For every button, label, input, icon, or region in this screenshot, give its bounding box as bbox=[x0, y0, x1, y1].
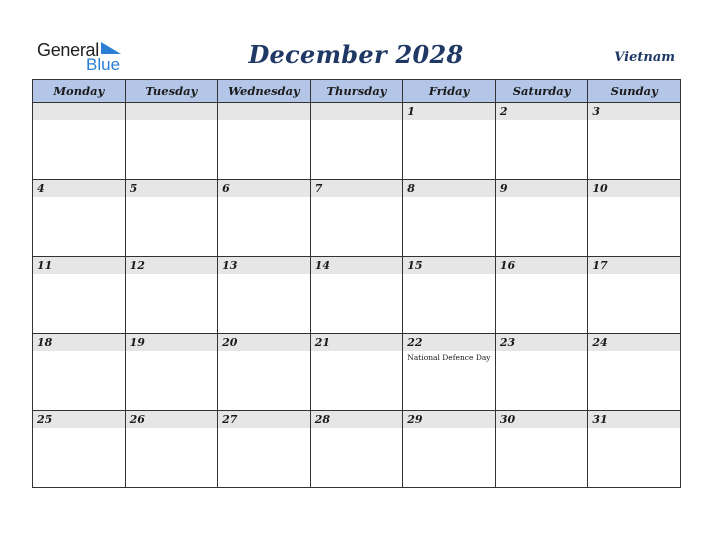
day-number: 28 bbox=[311, 411, 403, 428]
day-number: 6 bbox=[218, 180, 310, 197]
day-number: 26 bbox=[126, 411, 218, 428]
day-number: 3 bbox=[588, 103, 680, 120]
day-cell[interactable] bbox=[125, 411, 218, 488]
week-row bbox=[33, 180, 681, 257]
day-number: 8 bbox=[403, 180, 495, 197]
country-label: Vietnam bbox=[614, 50, 675, 65]
day-cell[interactable] bbox=[33, 103, 126, 180]
logo-text-blue: Blue bbox=[86, 55, 121, 74]
day-cell[interactable] bbox=[588, 334, 681, 411]
day-number: 22 bbox=[403, 334, 495, 351]
day-cell[interactable] bbox=[125, 334, 218, 411]
day-number: 15 bbox=[403, 257, 495, 274]
day-cell[interactable] bbox=[310, 180, 403, 257]
day-number bbox=[218, 103, 310, 120]
day-cell[interactable] bbox=[218, 411, 311, 488]
day-number: 31 bbox=[588, 411, 680, 428]
day-number: 27 bbox=[218, 411, 310, 428]
week-row bbox=[33, 103, 681, 180]
weekday-header: Tuesday bbox=[125, 80, 218, 103]
day-cell[interactable] bbox=[33, 334, 126, 411]
day-cell[interactable] bbox=[495, 180, 588, 257]
day-cell[interactable] bbox=[33, 411, 126, 488]
day-cell[interactable] bbox=[310, 334, 403, 411]
day-cell[interactable] bbox=[403, 103, 496, 180]
day-cell[interactable] bbox=[310, 257, 403, 334]
day-number: 20 bbox=[218, 334, 310, 351]
logo-text-general: General bbox=[37, 40, 99, 60]
weekday-header: Wednesday bbox=[218, 80, 311, 103]
day-cell[interactable] bbox=[33, 257, 126, 334]
weekday-header: Saturday bbox=[495, 80, 588, 103]
weekday-header: Thursday bbox=[310, 80, 403, 103]
week-row bbox=[33, 411, 681, 488]
calendar-title: December 2028 bbox=[248, 40, 464, 69]
day-number bbox=[311, 103, 403, 120]
day-number bbox=[33, 103, 125, 120]
day-cell[interactable] bbox=[218, 103, 311, 180]
day-cell[interactable] bbox=[403, 180, 496, 257]
day-number: 18 bbox=[33, 334, 125, 351]
day-number: 2 bbox=[496, 103, 588, 120]
day-cell[interactable] bbox=[495, 334, 588, 411]
calendar-grid bbox=[32, 79, 681, 488]
week-row bbox=[33, 257, 681, 334]
day-number: 17 bbox=[588, 257, 680, 274]
day-cell[interactable] bbox=[218, 180, 311, 257]
day-number: 9 bbox=[496, 180, 588, 197]
day-cell[interactable] bbox=[495, 411, 588, 488]
day-number: 24 bbox=[588, 334, 680, 351]
day-number: 14 bbox=[311, 257, 403, 274]
day-cell[interactable] bbox=[588, 103, 681, 180]
day-number: 4 bbox=[33, 180, 125, 197]
day-cell[interactable] bbox=[495, 103, 588, 180]
day-cell[interactable] bbox=[588, 180, 681, 257]
day-cell[interactable] bbox=[403, 411, 496, 488]
week-row bbox=[33, 334, 681, 411]
day-number: 11 bbox=[33, 257, 125, 274]
day-number: 13 bbox=[218, 257, 310, 274]
weekday-header: Sunday bbox=[588, 80, 681, 103]
weekday-header: Friday bbox=[403, 80, 496, 103]
day-cell[interactable] bbox=[310, 103, 403, 180]
day-number: 5 bbox=[126, 180, 218, 197]
day-number: 1 bbox=[403, 103, 495, 120]
day-cell[interactable] bbox=[588, 411, 681, 488]
day-cell[interactable] bbox=[125, 180, 218, 257]
holiday-label: National Defence Day bbox=[407, 353, 491, 362]
day-cell[interactable] bbox=[403, 334, 496, 411]
day-number: 29 bbox=[403, 411, 495, 428]
weekday-header-row bbox=[33, 80, 681, 103]
day-cell[interactable] bbox=[218, 257, 311, 334]
day-cell[interactable] bbox=[125, 103, 218, 180]
day-number: 21 bbox=[311, 334, 403, 351]
day-number: 19 bbox=[126, 334, 218, 351]
day-cell[interactable] bbox=[33, 180, 126, 257]
day-cell[interactable] bbox=[403, 257, 496, 334]
day-number: 12 bbox=[126, 257, 218, 274]
day-number: 25 bbox=[33, 411, 125, 428]
day-cell[interactable] bbox=[125, 257, 218, 334]
weekday-header: Monday bbox=[33, 80, 126, 103]
day-cell[interactable] bbox=[588, 257, 681, 334]
day-number: 23 bbox=[496, 334, 588, 351]
day-number: 10 bbox=[588, 180, 680, 197]
day-number bbox=[126, 103, 218, 120]
day-cell[interactable] bbox=[310, 411, 403, 488]
day-cell[interactable] bbox=[495, 257, 588, 334]
day-number: 30 bbox=[496, 411, 588, 428]
day-number: 16 bbox=[496, 257, 588, 274]
day-number: 7 bbox=[311, 180, 403, 197]
day-cell[interactable] bbox=[218, 334, 311, 411]
